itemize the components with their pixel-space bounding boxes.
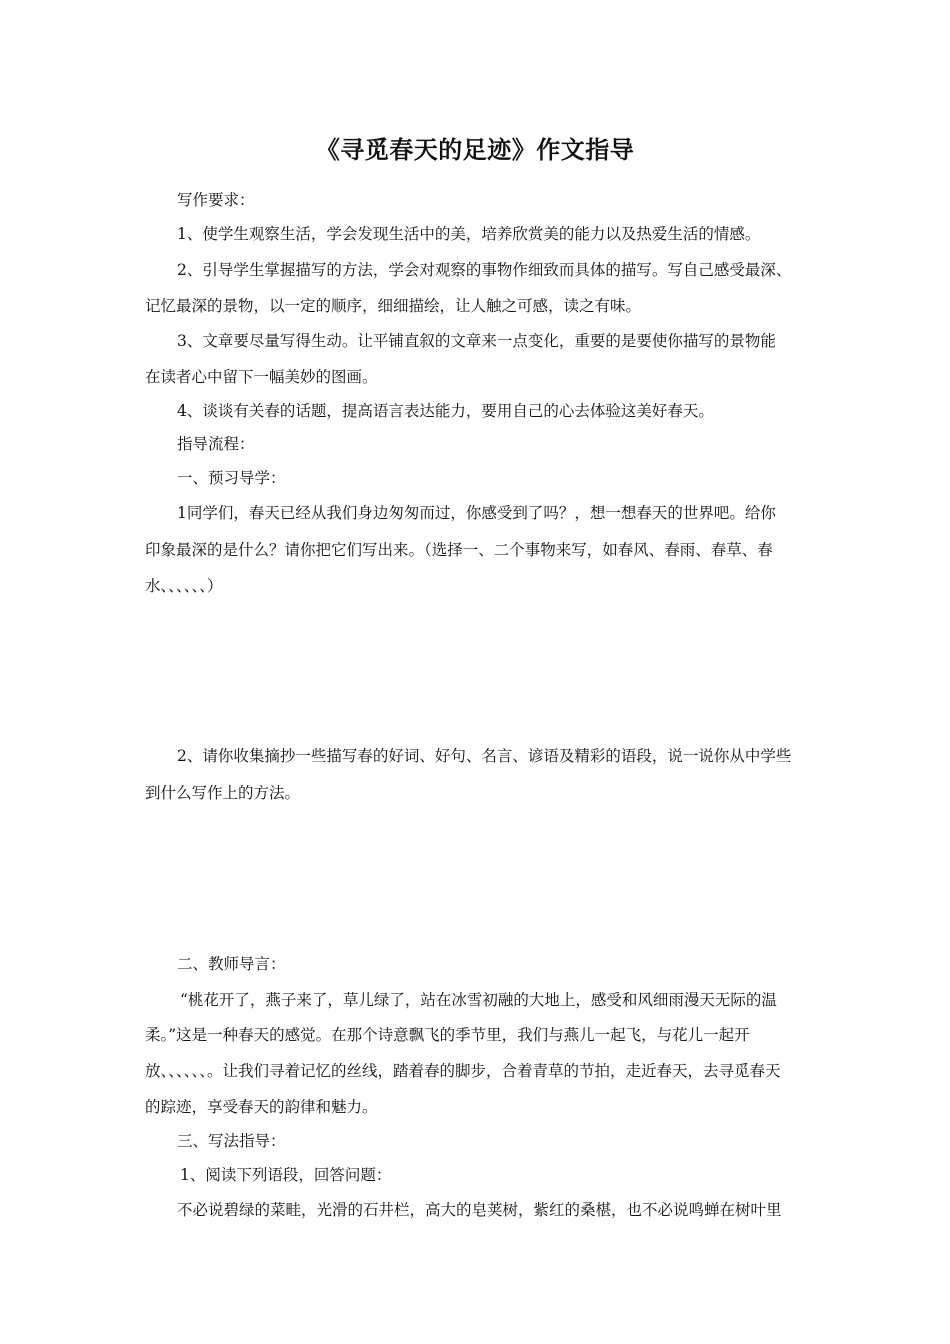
requirement-4: 4、谈谈有关春的话题，提高语言表达能力，要用自己的心去体验这美好春天。 <box>177 402 714 420</box>
preview-task-1-line-3: 水、、、、、、） <box>145 577 223 595</box>
section-heading-process: 指导流程： <box>177 435 255 453</box>
document-title: 《寻觅春天的足迹》作文指导 <box>315 135 635 164</box>
section-heading-requirements: 写作要求： <box>177 191 255 209</box>
preview-task-1-line-2: 印象最深的是什么？请你把它们写出来。（选择一、二个事物来写，如春风、春雨、春草、春 <box>145 541 773 559</box>
requirement-1: 1、使学生观察生活，学会发现生活中的美，培养欣赏美的能力以及热爱生活的情感。 <box>177 225 761 243</box>
requirement-2-line-2: 记忆最深的景物，以一定的顺序，细细描绘，让人触之可感，读之有味。 <box>145 297 642 315</box>
teacher-intro-line-4: 的踪迹，享受春天的韵律和魅力。 <box>145 1098 378 1116</box>
guidance-item-1: 1、阅读下列语段，回答问题： <box>180 1166 392 1184</box>
requirement-2-line-1: 2、引导学生掌握描写的方法，学会对观察的事物作细致而具体的描写。写自己感受最深、 <box>177 261 792 279</box>
teacher-intro-line-3: 放、、、、、、。让我们寻着记忆的丝线，踏着春的脚步，合着青草的节拍，走近春天，去寻觅春天 <box>145 1062 781 1080</box>
subheading-teacher-intro: 二、教师导言： <box>177 955 286 973</box>
preview-task-2-line-2: 到什么写作上的方法。 <box>145 784 301 802</box>
reading-passage-line-1: 不必说碧绿的菜畦，光滑的石井栏，高大的皂荚树，紫红的桑椹，也不必说鸣蝉在树叶里 <box>177 1201 782 1219</box>
subheading-writing-guidance: 三、写法指导： <box>177 1132 286 1150</box>
subheading-preview: 一、预习导学： <box>177 469 286 487</box>
requirement-3-line-1: 3、文章要尽量写得生动。让平铺直叙的文章来一点变化，重要的是要使你描写的景物能 <box>177 332 776 350</box>
preview-task-2-line-1: 2、请你收集摘抄一些描写春的好词、好句、名言、谚语及精彩的语段，说一说你从中学些 <box>177 747 792 765</box>
preview-task-1-line-1: 1同学们，春天已经从我们身边匆匆而过，你感受到了吗？，想一想春天的世界吧。给你 <box>177 504 776 522</box>
requirement-3-line-2: 在读者心中留下一幅美妙的图画。 <box>145 368 378 386</box>
teacher-intro-line-2: 柔。”这是一种春天的感觉。在那个诗意飘飞的季节里，我们与燕儿一起飞，与花儿一起开 <box>145 1026 750 1044</box>
teacher-intro-line-1: “桃花开了，燕子来了，草儿绿了，站在冰雪初融的大地上，感受和风细雨漫天无际的温 <box>180 991 777 1009</box>
